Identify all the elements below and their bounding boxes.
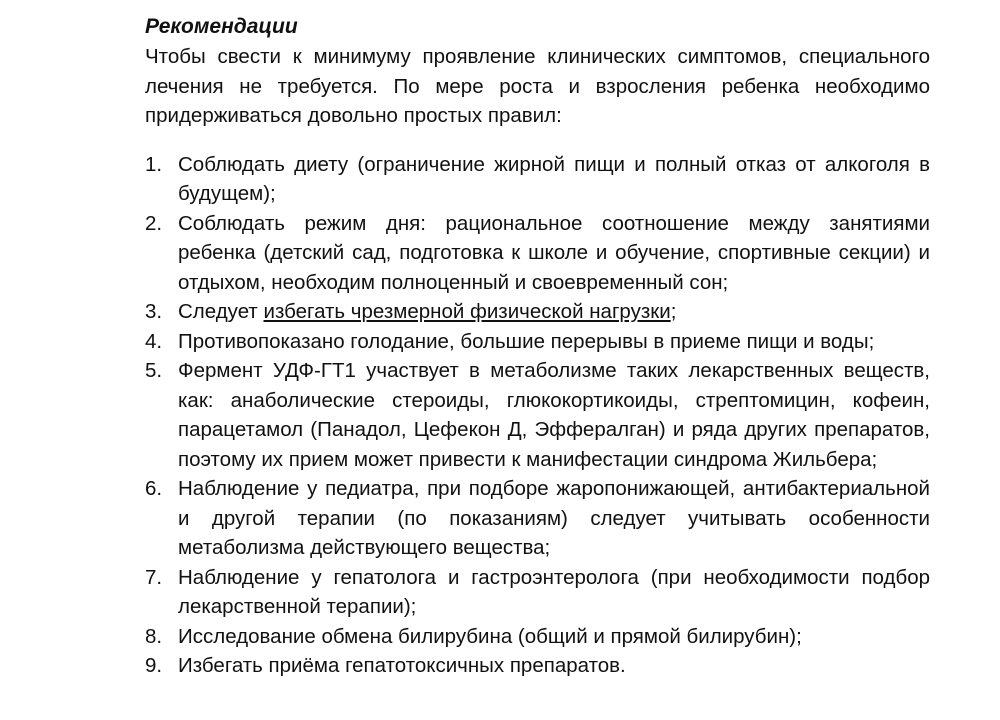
recommendations-list	[145, 150, 930, 681]
item-number: 4.	[145, 329, 163, 353]
list-item	[145, 209, 930, 298]
item-number: 1.	[145, 152, 163, 176]
list-item	[145, 150, 930, 209]
item-text-prefix: Следует	[178, 300, 264, 323]
item-text: Избегать приёма гепатотоксичных препаратов.	[178, 654, 626, 677]
item-number: 8.	[145, 624, 163, 648]
item-number: 6.	[145, 477, 163, 500]
item-text: Наблюдение у гепатолога и гастроэнтеролога (при необходимости подбор лекарственной терапии);	[178, 565, 930, 618]
list-item	[145, 474, 930, 563]
list-item	[145, 327, 930, 357]
item-text: Наблюдение у педиатра, при подборе жаропонижающей, антибактериальной и другой терапии (по показаниям) следует учитывать особенности метаболизма действующего вещества;	[178, 477, 930, 559]
list-item	[145, 356, 930, 474]
item-number: 2.	[145, 211, 163, 235]
list-item	[145, 651, 930, 681]
item-text-suffix: ;	[670, 300, 677, 323]
list-item	[145, 297, 930, 327]
item-text: Исследование обмена билирубина (общий и прямой билирубин);	[178, 624, 802, 648]
item-number: 5.	[145, 359, 163, 382]
item-text: Соблюдать диету (ограничение жирной пищи и полный отказ от алкоголя в будущем);	[178, 152, 930, 205]
item-number: 3.	[145, 300, 163, 323]
physical-load-link[interactable]: избегать чрезмерной физической нагрузки	[263, 300, 671, 323]
intro-paragraph: Чтобы свести к минимуму проявление клинических симптомов, специального лечения не требуется. По мере роста и взросления ребенка необходимо придерживаться довольно простых правил:	[145, 45, 930, 127]
item-text: Противопоказано голодание, большие перерывы в приеме пищи и воды;	[178, 329, 875, 353]
item-text: Соблюдать режим дня: рациональное соотношение между занятиями ребенка (детский сад, подготовка к школе и обучение, спортивные секции) и отдыхом, необходим полноценный и своевременный сон;	[178, 211, 930, 294]
heading: Рекомендации	[145, 15, 298, 38]
list-item	[145, 563, 930, 622]
item-number: 7.	[145, 565, 163, 589]
item-text: Фермент УДФ-ГТ1 участвует в метаболизме таких лекарственных веществ, как: анаболические стероиды, глюкокортикоиды, стрептомицин, кофеин, парацетамол (Панадол, Цефекон Д, Эффералган) и ряда других препаратов, поэтому их прием может привести к манифестации синдрома Жильбера;	[178, 359, 930, 471]
item-number: 9.	[145, 654, 163, 677]
list-item	[145, 622, 930, 652]
